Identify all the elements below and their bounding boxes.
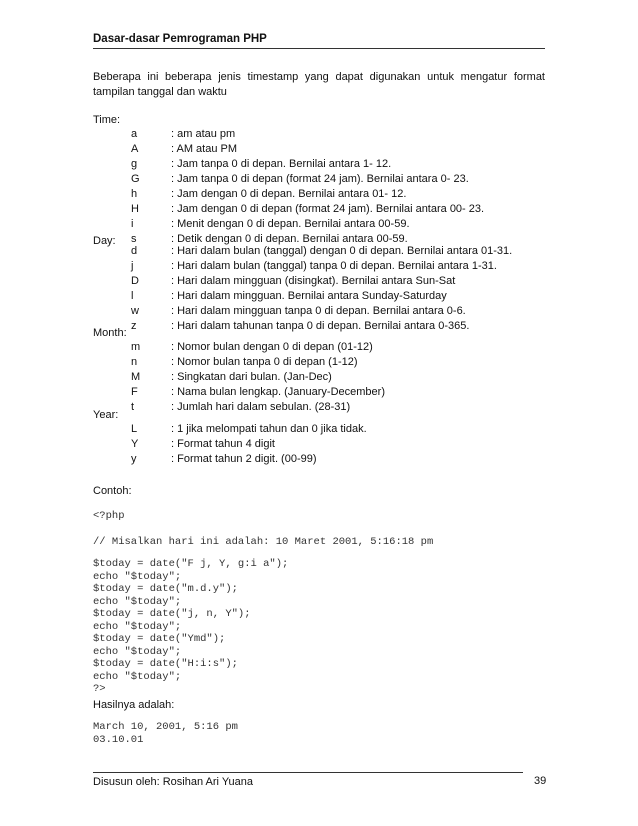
format-code: m bbox=[131, 341, 141, 353]
format-description: : Hari dalam bulan (tanggal) dengan 0 di depan. Bernilai antara 01-31. bbox=[171, 245, 513, 257]
code-line: ?> bbox=[93, 683, 106, 695]
code-line: echo "$today"; bbox=[93, 645, 182, 658]
format-code: F bbox=[131, 386, 138, 398]
format-description: : Jumlah hari dalam sebulan. (28-31) bbox=[171, 401, 351, 413]
format-code: D bbox=[131, 275, 139, 287]
section-title-month: Month: bbox=[93, 327, 127, 339]
format-code: w bbox=[131, 305, 139, 317]
format-code: j bbox=[131, 260, 134, 272]
footer-divider bbox=[93, 772, 523, 773]
format-description: : 1 jika melompati tahun dan 0 jika tidak. bbox=[171, 423, 367, 435]
section-title-year: Year: bbox=[93, 409, 119, 421]
format-code: Y bbox=[131, 438, 139, 450]
footer-author: Disusun oleh: Rosihan Ari Yuana bbox=[93, 776, 254, 788]
format-code: z bbox=[131, 320, 137, 332]
code-line: echo "$today"; bbox=[93, 620, 182, 633]
format-description: : AM atau PM bbox=[171, 143, 238, 155]
code-open-tag: <?php bbox=[93, 510, 125, 522]
format-description: : Jam tanpa 0 di depan (format 24 jam). Bernilai antara 0- 23. bbox=[171, 173, 469, 185]
format-code: g bbox=[131, 158, 138, 170]
section-title-day: Day: bbox=[93, 235, 116, 247]
format-code: t bbox=[131, 401, 135, 413]
format-code: L bbox=[131, 423, 138, 435]
format-description: : Nomor bulan dengan 0 di depan (01-12) bbox=[171, 341, 373, 353]
format-code: H bbox=[131, 203, 139, 215]
code-line: $today = date("H:i:s"); bbox=[93, 658, 238, 670]
code-line: echo "$today"; bbox=[93, 670, 182, 683]
format-description: : Format tahun 2 digit. (00-99) bbox=[171, 453, 317, 465]
format-code: d bbox=[131, 245, 138, 257]
format-code: A bbox=[131, 143, 139, 155]
intro-paragraph: Beberapa ini beberapa jenis timestamp yang dapat digunakan untuk mengatur format tampilan tanggal dan waktu bbox=[93, 71, 545, 98]
format-code: M bbox=[131, 371, 141, 383]
format-code: G bbox=[131, 173, 140, 185]
format-code: l bbox=[131, 290, 134, 302]
format-description: : Hari dalam mingguan tanpa 0 di depan. Bernilai antara 0-6. bbox=[171, 305, 466, 317]
format-code: s bbox=[131, 233, 137, 245]
format-description: : Singkatan dari bulan. (Jan-Dec) bbox=[171, 371, 332, 383]
code-line: $today = date("m.d.y"); bbox=[93, 583, 238, 595]
format-description: : Detik dengan 0 di depan. Bernilai antara 00-59. bbox=[171, 233, 408, 245]
code-line: echo "$today"; bbox=[93, 570, 182, 583]
format-description: : am atau pm bbox=[171, 128, 236, 140]
example-label: Contoh: bbox=[93, 485, 132, 497]
format-code: i bbox=[131, 218, 134, 230]
section-title-time: Time: bbox=[93, 114, 121, 126]
format-description: : Jam dengan 0 di depan (format 24 jam). Bernilai antara 00- 23. bbox=[171, 203, 485, 215]
format-description: : Hari dalam mingguan (disingkat). Bernilai antara Sun-Sat bbox=[171, 275, 456, 287]
code-line: $today = date("j, n, Y"); bbox=[93, 608, 251, 620]
output-line: March 10, 2001, 5:16 pm bbox=[93, 721, 238, 733]
format-description: : Nama bulan lengkap. (January-December) bbox=[171, 386, 385, 398]
header-divider bbox=[93, 48, 545, 49]
format-description: : Hari dalam mingguan. Bernilai antara Sunday-Saturday bbox=[171, 290, 447, 302]
code-comment: // Misalkan hari ini adalah: 10 Maret 2001, 5:16:18 pm bbox=[93, 536, 434, 548]
format-code: n bbox=[131, 356, 138, 368]
result-label: Hasilnya adalah: bbox=[93, 699, 175, 711]
code-line: $today = date("F j, Y, g:i a"); bbox=[93, 558, 289, 570]
format-description: : Nomor bulan tanpa 0 di depan (1-12) bbox=[171, 356, 358, 368]
format-description: : Hari dalam tahunan tanpa 0 di depan. Bernilai antara 0-365. bbox=[171, 320, 470, 332]
code-line: $today = date("Ymd"); bbox=[93, 633, 226, 645]
format-description: : Hari dalam bulan (tanggal) tanpa 0 di depan. Bernilai antara 1-31. bbox=[171, 260, 497, 272]
format-description: : Jam tanpa 0 di depan. Bernilai antara 1- 12. bbox=[171, 158, 392, 170]
format-code: a bbox=[131, 128, 138, 140]
page-number: 39 bbox=[534, 775, 547, 787]
format-description: : Jam dengan 0 di depan. Bernilai antara 01- 12. bbox=[171, 188, 407, 200]
format-code: h bbox=[131, 188, 138, 200]
code-line: echo "$today"; bbox=[93, 595, 182, 608]
format-description: : Format tahun 4 digit bbox=[171, 438, 275, 450]
page-header-title: Dasar-dasar Pemrograman PHP bbox=[93, 33, 267, 45]
format-code: y bbox=[131, 453, 137, 465]
format-description: : Menit dengan 0 di depan. Bernilai antara 00-59. bbox=[171, 218, 410, 230]
output-line: 03.10.01 bbox=[93, 734, 144, 746]
